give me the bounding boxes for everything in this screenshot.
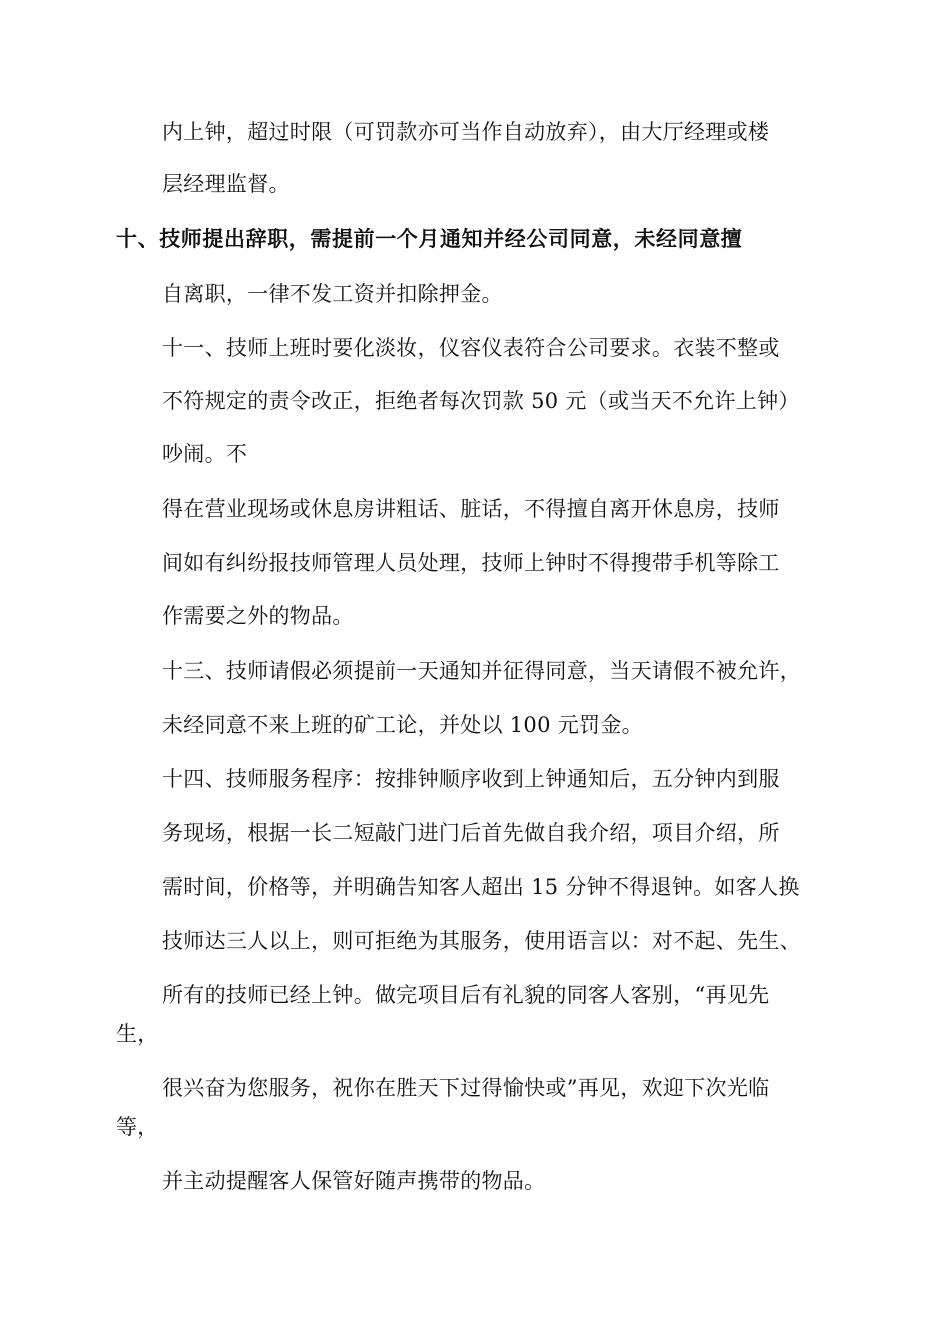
paragraph-line: 吵闹。不 bbox=[162, 442, 248, 466]
paragraph-line: 不符规定的责令改正，拒绝者每次罚款 50 元（或当天不允许上钟） bbox=[162, 389, 800, 413]
paragraph-line: 得在营业现场或休息房讲粗话、脏话，不得擅自离开休息房，技师 bbox=[162, 497, 780, 521]
paragraph-line: 作需要之外的物品。 bbox=[162, 604, 354, 628]
paragraph-line: 十一、技师上班时要化淡妆，仪容仪表符合公司要求。衣装不整或 bbox=[162, 336, 780, 360]
paragraph-line: 未经同意不来上班的矿工论，并处以 100 元罚金。 bbox=[162, 713, 643, 737]
paragraph-line: 并主动提醒客人保管好随声携带的物品。 bbox=[162, 1169, 546, 1193]
paragraph-line: 所有的技师已经上钟。做完项目后有礼貌的同客人客别，“再见先 bbox=[162, 983, 770, 1007]
paragraph-line: 间如有纠纷报技师管理人员处理，技师上钟时不得搜带手机等除工 bbox=[162, 551, 780, 575]
paragraph-line: 务现场，根据一长二短敲门进门后首先做自我介绍，项目介绍，所 bbox=[162, 821, 780, 845]
paragraph-line-wrap: 生， bbox=[116, 1022, 159, 1046]
section-heading-line: 十、技师提出辞职，需提前一个月通知并经公司同意，未经同意擅 bbox=[116, 226, 743, 251]
paragraph-line-wrap: 等， bbox=[116, 1115, 159, 1139]
paragraph-line: 十四、技师服务程序：按排钟顺序收到上钟通知后，五分钟内到服 bbox=[162, 767, 780, 791]
paragraph-line: 很兴奋为您服务，祝你在胜天下过得愉快或”再见，欢迎下次光临 bbox=[162, 1076, 770, 1100]
paragraph-line: 自离职，一律不发工资并扣除押金。 bbox=[162, 282, 503, 306]
paragraph-line: 层经理监督。 bbox=[162, 172, 290, 196]
paragraph-line: 技师达三人以上，则可拒绝为其服务，使用语言以：对不起、先生、 bbox=[162, 929, 801, 953]
paragraph-line: 需时间，价格等，并明确告知客人超出 15 分钟不得退钟。如客人换 bbox=[162, 875, 800, 899]
paragraph-line: 十三、技师请假必须提前一天通知并征得同意，当天请假不被允许， bbox=[162, 659, 801, 683]
paragraph-line: 内上钟，超过时限（可罚款亦可当作自动放弃），由大厅经理或楼 bbox=[162, 120, 770, 144]
